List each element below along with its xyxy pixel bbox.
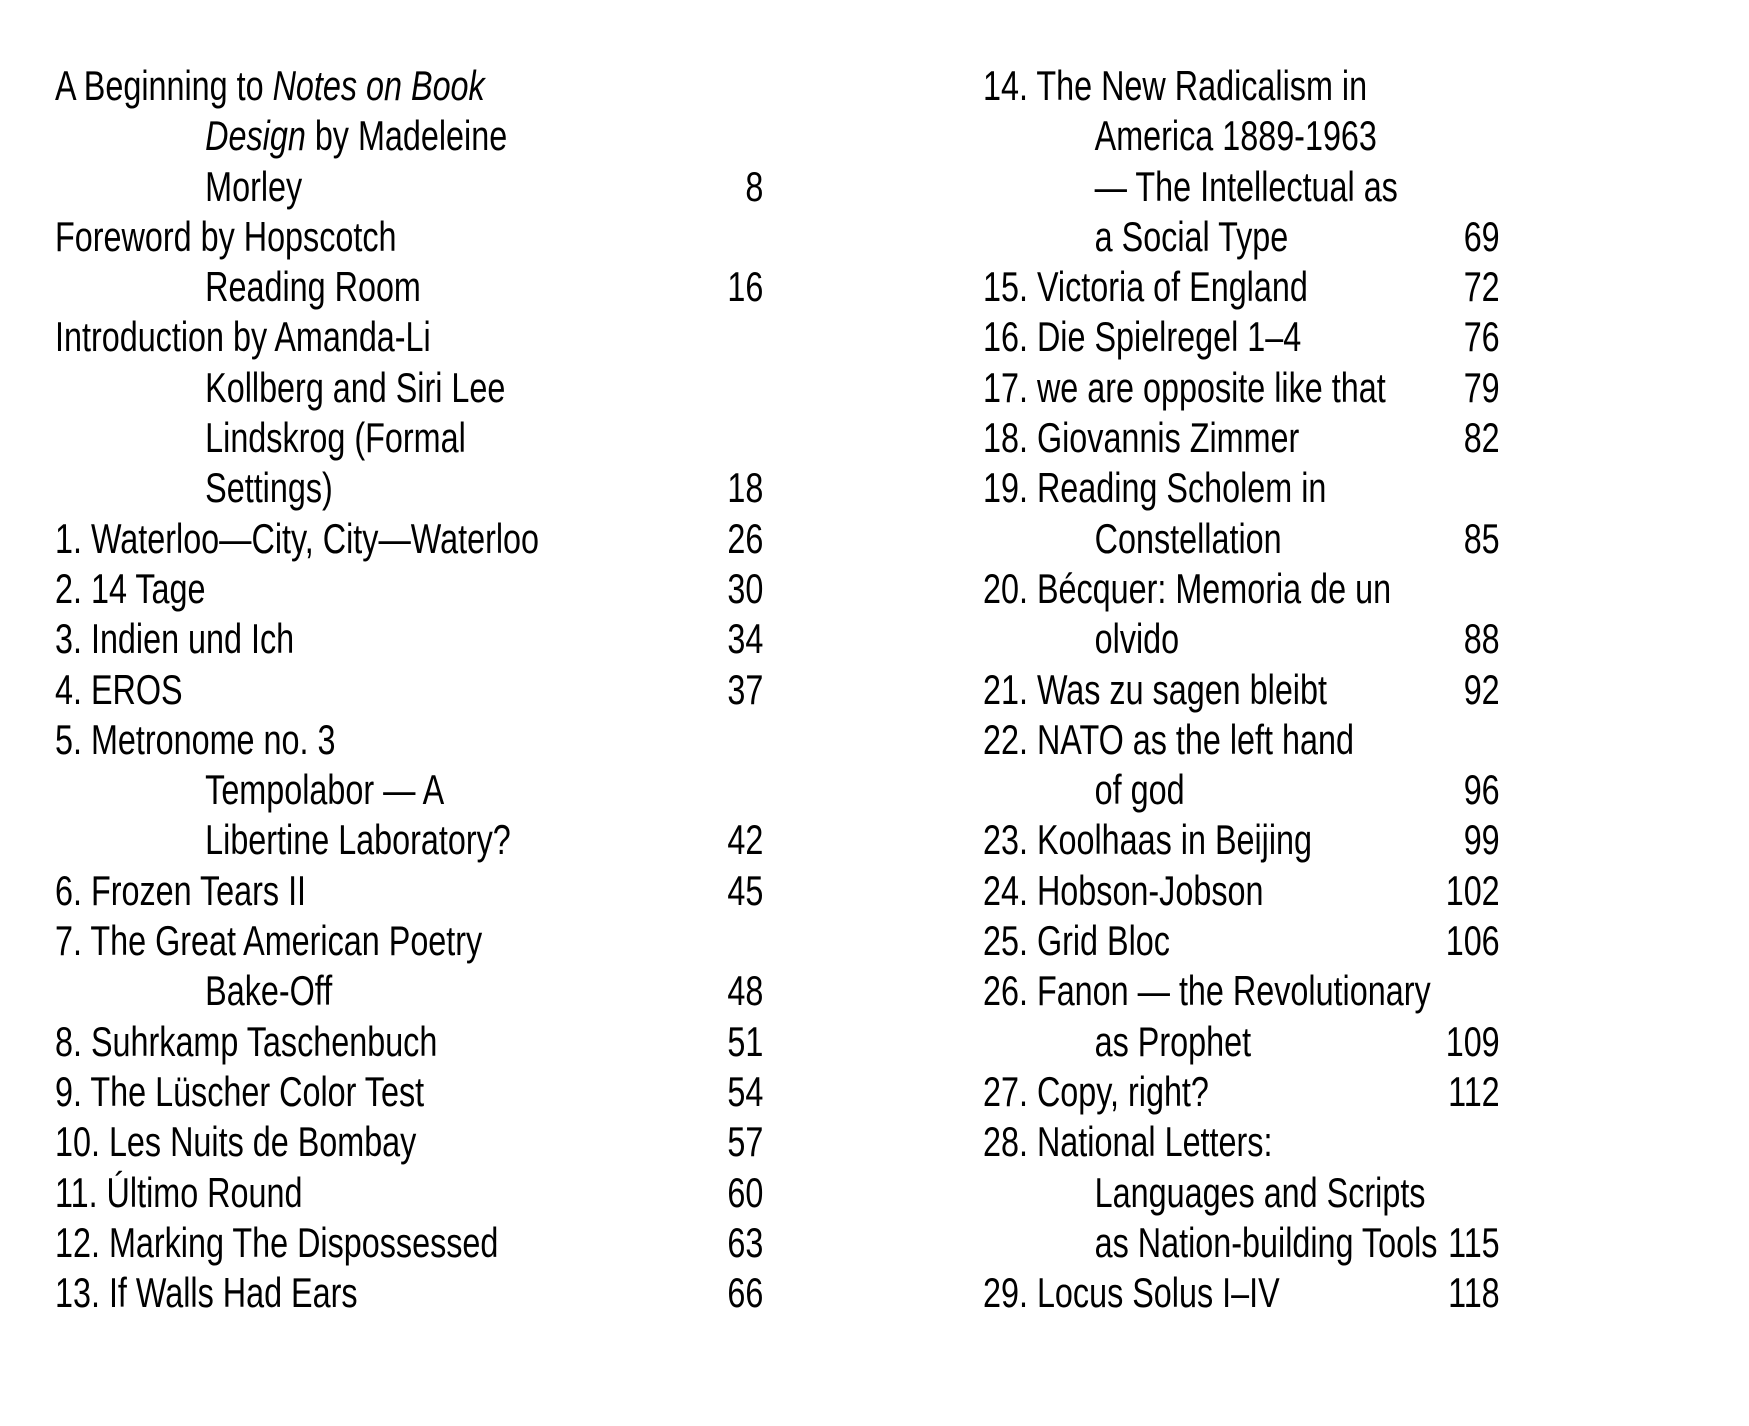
toc-entry-line: 3. Indien und Ich — [55, 615, 295, 663]
toc-entry-line: 9. The Lüscher Color Test — [55, 1067, 425, 1115]
toc-entry — [983, 1117, 1500, 1268]
toc-entry-page-number: 48 — [727, 967, 764, 1015]
toc-entry-line: Lindskrog (Formal — [205, 414, 466, 462]
italic-text: Design — [205, 112, 306, 160]
toc-entry-title — [983, 1117, 1448, 1268]
toc-entry-line: 28. National Letters: — [983, 1118, 1273, 1166]
toc-entry-page-number: 85 — [1463, 514, 1500, 562]
toc-entry-title — [983, 312, 1464, 362]
toc-entry-line: as Nation-building Tools — [1094, 1218, 1438, 1266]
toc-entry-line: Tempolabor — A — [205, 766, 445, 814]
toc-entry-line: 8. Suhrkamp Taschenbuch — [55, 1017, 438, 1065]
toc-column-left — [55, 61, 763, 1318]
toc-entry — [55, 715, 763, 866]
toc-entry-title — [983, 1268, 1448, 1318]
toc-entry-title — [983, 564, 1464, 665]
toc-entry-title — [55, 564, 727, 614]
toc-entry-title — [983, 61, 1464, 262]
toc-entry-line: 2. 14 Tage — [55, 564, 206, 612]
toc-entry-line: Libertine Laboratory? — [205, 816, 511, 864]
toc-entry-page-number: 63 — [727, 1218, 764, 1266]
toc-entry-line: 20. Bécquer: Memoria de un — [983, 564, 1392, 612]
toc-entry-line: 21. Was zu sagen bleibt — [983, 665, 1327, 713]
toc-entry-title — [55, 1067, 727, 1117]
toc-entry-line: Languages and Scripts — [1094, 1168, 1426, 1216]
toc-entry-line: 16. Die Spielregel 1–4 — [983, 313, 1302, 361]
toc-entry-title — [983, 966, 1446, 1067]
toc-entry-page-number: 115 — [1448, 1218, 1500, 1266]
toc-entry — [983, 262, 1500, 312]
toc-entry-title — [55, 312, 727, 513]
toc-entry — [983, 363, 1500, 413]
toc-entry-line: 24. Hobson-Jobson — [983, 866, 1264, 914]
toc-entry-title — [55, 1268, 727, 1318]
toc-entry-title — [983, 463, 1464, 564]
regular-text: A Beginning to — [55, 62, 273, 109]
toc-entry — [55, 1117, 763, 1167]
toc-entry — [983, 564, 1500, 665]
toc-entry — [55, 212, 763, 313]
italic-text: Notes on Book — [272, 62, 485, 109]
toc-entry — [55, 866, 763, 916]
toc-entry-page-number: 57 — [727, 1118, 764, 1166]
toc-entry-title — [983, 815, 1464, 865]
toc-entry-title — [983, 866, 1446, 916]
toc-entry-line: Constellation — [1094, 514, 1282, 562]
toc-entry-page-number: 69 — [1463, 212, 1500, 260]
toc-entry-page-number: 92 — [1463, 665, 1500, 713]
toc-entry-line: America 1889-1963 — [1094, 112, 1377, 160]
toc-entry-page-number: 30 — [727, 564, 764, 612]
toc-entry-line: 4. EROS — [55, 665, 183, 713]
toc-entry-line — [55, 162, 745, 212]
toc-entry-title — [983, 715, 1464, 816]
toc-entry-page-number: 118 — [1448, 1269, 1500, 1317]
toc-entry — [983, 413, 1500, 463]
toc-entry-line: 18. Giovannis Zimmer — [983, 414, 1300, 462]
toc-entry-page-number: 82 — [1463, 414, 1500, 462]
toc-entry-title — [55, 1117, 727, 1167]
toc-entry-title — [983, 1067, 1448, 1117]
toc-entry-page-number: 112 — [1448, 1067, 1500, 1115]
toc-entry-line: Reading Room — [205, 263, 421, 311]
toc-entry-line: 23. Koolhaas in Beijing — [983, 816, 1313, 864]
toc-entry — [55, 665, 763, 715]
toc-entry-line: 13. If Walls Had Ears — [55, 1269, 358, 1317]
toc-entry-line: of god — [1094, 766, 1185, 814]
toc-entry-line: Foreword by Hopscotch — [55, 212, 397, 260]
regular-text: by Madeleine — [305, 112, 508, 160]
toc-entry — [55, 1067, 763, 1117]
toc-entry — [55, 1268, 763, 1318]
toc-entry-page-number: 16 — [727, 263, 764, 311]
toc-entry-title — [983, 262, 1464, 312]
toc-entry-page-number: 76 — [1463, 313, 1500, 361]
toc-entry-page-number: 42 — [727, 816, 764, 864]
toc-entry-title — [55, 1017, 727, 1067]
toc-entry — [55, 916, 763, 1017]
toc-entry — [55, 61, 763, 212]
toc-entry-page-number: 37 — [727, 665, 764, 713]
toc-entry-title — [983, 363, 1464, 413]
toc-entry-line: 27. Copy, right? — [983, 1067, 1209, 1115]
toc-entry-line: Bake-Off — [205, 967, 333, 1015]
toc-entry-page-number: 51 — [727, 1017, 764, 1065]
toc-entry-line: 26. Fanon — the Revolutionary — [983, 967, 1431, 1015]
toc-entry — [983, 61, 1500, 262]
toc-entry-title — [55, 514, 727, 564]
toc-entry-line: 7. The Great American Poetry — [55, 917, 483, 965]
toc-entry-page-number: 109 — [1445, 1017, 1500, 1065]
toc-entry-line: 19. Reading Scholem in — [983, 464, 1327, 512]
toc-entry-title — [55, 665, 727, 715]
toc-entry-title — [55, 715, 727, 866]
toc-entry-page-number: 54 — [727, 1067, 764, 1115]
toc-entry-page-number: 34 — [727, 615, 764, 663]
toc-entry — [983, 966, 1500, 1067]
toc-entry-page-number: 45 — [727, 866, 764, 914]
toc-entry-line: 6. Frozen Tears II — [55, 866, 307, 914]
toc-entry-title — [983, 413, 1464, 463]
toc-entry-title — [55, 866, 727, 916]
toc-entry-line: 25. Grid Bloc — [983, 917, 1170, 965]
toc-entry — [983, 1268, 1500, 1318]
toc-entry-page-number: 79 — [1463, 363, 1500, 411]
toc-entry — [983, 866, 1500, 916]
toc-entry-page-number: 96 — [1463, 766, 1500, 814]
toc-entry-line: olvido — [1094, 615, 1180, 663]
toc-entry-line: 15. Victoria of England — [983, 263, 1308, 311]
toc-entry-line: 5. Metronome no. 3 — [55, 715, 336, 763]
toc-entry-line: Introduction by Amanda-Li — [55, 313, 431, 361]
toc-entry-page-number: 99 — [1463, 816, 1500, 864]
toc-entry-page-number: 66 — [727, 1269, 764, 1317]
toc-entry — [55, 1168, 763, 1218]
toc-entry-line: Settings) — [205, 464, 333, 512]
toc-entry — [55, 514, 763, 564]
toc-entry — [983, 312, 1500, 362]
toc-entry — [55, 564, 763, 614]
toc-entry — [55, 1017, 763, 1067]
toc-entry — [983, 916, 1500, 966]
toc-entry-title — [55, 916, 727, 1017]
toc-entry — [983, 665, 1500, 715]
toc-entry — [55, 1218, 763, 1268]
toc-entry-line: 14. The New Radicalism in — [983, 62, 1368, 109]
toc-entry-line: 11. Último Round — [55, 1168, 303, 1216]
toc-entry-page-number: 88 — [1463, 615, 1500, 663]
toc-entry-title — [55, 1218, 727, 1268]
toc-entry-title — [55, 61, 745, 212]
toc-entry-page-number: 106 — [1445, 917, 1500, 965]
toc-entry-page-number: 72 — [1463, 263, 1500, 311]
toc-entry-line: 17. we are opposite like that — [983, 363, 1386, 411]
toc-entry-line: Kollberg and Siri Lee — [205, 363, 506, 411]
toc-entry-title — [55, 614, 727, 664]
toc-entry — [983, 815, 1500, 865]
toc-entry-line: 1. Waterloo—City, City—Waterloo — [55, 514, 540, 562]
toc-entry-page-number: 26 — [727, 514, 764, 562]
toc-entry-page-number: 102 — [1445, 866, 1500, 914]
toc-entry — [983, 463, 1500, 564]
toc-entry-line: 12. Marking The Dispossessed — [55, 1218, 499, 1266]
toc-entry — [983, 715, 1500, 816]
toc-entry-line: as Prophet — [1094, 1017, 1252, 1065]
toc-entry-page-number: 18 — [727, 464, 764, 512]
toc-entry-line: 29. Locus Solus I–IV — [983, 1269, 1280, 1317]
toc-entry-title — [55, 212, 727, 313]
toc-entry — [55, 312, 763, 513]
toc-entry-line: a Social Type — [1094, 212, 1289, 260]
toc-entry-line: — The Intellectual as — [1094, 162, 1398, 210]
toc-entry-title — [983, 665, 1464, 715]
toc-entry-line: 22. NATO as the left hand — [983, 715, 1354, 763]
toc-entry — [55, 614, 763, 664]
regular-text: Morley — [205, 162, 303, 210]
toc-column-right — [983, 61, 1500, 1318]
toc-entry-line — [55, 61, 745, 111]
toc-entry-line: 10. Les Nuits de Bombay — [55, 1118, 417, 1166]
toc-entry-title — [55, 1168, 727, 1218]
toc-entry-page-number: 60 — [727, 1168, 764, 1216]
toc-entry — [983, 1067, 1500, 1117]
toc-entry-page-number: 8 — [745, 162, 764, 210]
toc-entry-line — [55, 111, 745, 161]
toc-entry-title — [983, 916, 1446, 966]
